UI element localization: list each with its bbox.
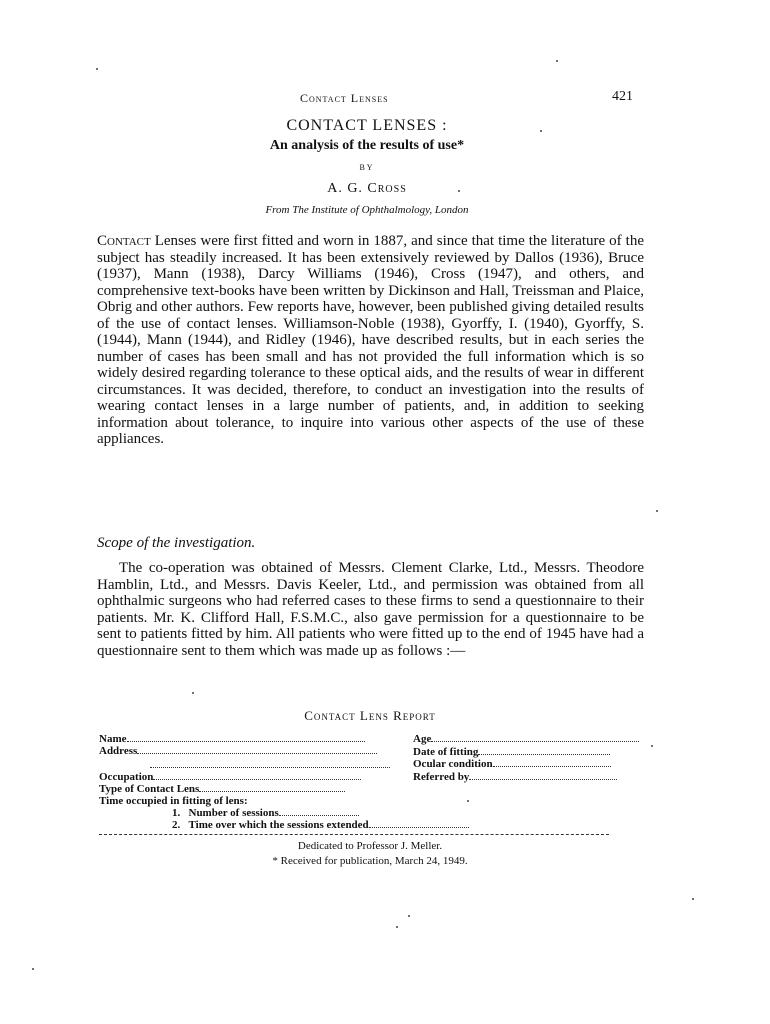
running-head: Contact Lenses xyxy=(300,91,389,105)
paragraph-text: Lenses were first fitted and worn in 1887, and since that time the literature of the subject has steadily increased. It has been extensively reviewed by Dallos (1936), Bruce (1937), Mann (1938), Darcy Williams (1946), Cross (1947), and others, and comprehensive text-books have been written by Dickinson and Hall, Treissman and Plaice, Obrig and other authors. Few reports have, however, been published giving detailed results of the use of contact lenses. Williamson-Noble (1938), Gyorffy, I. (1940), Gyorffy, S. (1944), Mann (1944), and Ridley (1946), have described results, but in each series the number of cases has been small and has not provided the full information which is so widely desired regarding tolerance to these optical aids, and the results of wear in different circumstances. It was decided, therefore, to conduct an investigation into the results of wearing contact lenses in a large number of patients, and, in addition to seeking information about tolerance, to inquire into various other aspects of the use of these appliances. xyxy=(97,233,644,447)
form-lens-type-blank xyxy=(199,783,345,792)
scan-speck xyxy=(556,60,558,62)
form-address-blank-2 xyxy=(150,759,390,768)
scan-speck xyxy=(192,692,194,694)
scan-speck xyxy=(692,898,694,900)
scan-speck xyxy=(408,915,410,917)
form-item-1 xyxy=(172,807,359,819)
report-title: Contact Lens Report xyxy=(304,708,436,723)
form-referred-label: Referred by xyxy=(413,771,470,783)
author-name: A. G. Cross xyxy=(327,181,407,196)
article-subtitle: An analysis of the results of use* xyxy=(269,138,465,153)
received-note: * Received for publication, March 24, 1949. xyxy=(272,855,468,867)
byline-label: BY xyxy=(359,163,375,172)
form-address-blank xyxy=(137,745,377,754)
form-occupation-blank xyxy=(153,771,361,780)
scan-speck xyxy=(651,745,653,747)
scan-speck xyxy=(467,800,469,802)
scan-speck xyxy=(396,926,398,928)
form-ocular-blank xyxy=(493,758,611,767)
form-item-1-blank xyxy=(279,807,359,816)
paragraph-lead-word: Contact xyxy=(97,233,151,249)
form-age-label: Age xyxy=(413,733,432,745)
form-name-blank xyxy=(127,733,365,742)
form-referred-row xyxy=(413,771,617,783)
form-referred-blank xyxy=(469,771,617,780)
intro-paragraph xyxy=(97,233,644,448)
scan-speck xyxy=(458,190,460,192)
article-title: CONTACT LENSES : xyxy=(286,117,448,134)
form-item-1-number: 1. xyxy=(172,807,181,819)
author-affiliation: From The Institute of Ophthalmology, London xyxy=(265,204,469,216)
scan-speck xyxy=(656,510,658,512)
form-item-2-blank xyxy=(369,819,469,828)
form-lens-type-label: Type of Contact Lens xyxy=(99,783,200,795)
form-address-row-2 xyxy=(150,759,390,771)
form-item-2-number: 2. xyxy=(172,819,181,831)
scan-speck xyxy=(540,130,542,132)
scan-speck xyxy=(96,68,98,70)
form-age-blank xyxy=(431,733,639,742)
form-lens-type-row xyxy=(99,783,345,795)
form-name-row xyxy=(99,733,365,745)
scope-paragraph: The co-operation was obtained of Messrs. Clement Clarke, Ltd., Messrs. Theodore Hamblin, Ltd., and Messrs. Davis Keeler, Ltd., and permission was obtained from all ophthalmic surgeons who had referred cases to these firms to send a questionnaire to their patients. Mr. K. Clifford Hall, F.S.M.C., also gave permission for a questionnaire to be sent to patients fitted by him. All patients who were fitted up to the end of 1945 have had a questionnaire sent to them which was made up as follows :— xyxy=(97,560,644,659)
form-occupation-label: Occupation xyxy=(99,771,154,783)
form-item-2 xyxy=(172,819,469,831)
form-ocular-label: Ocular condition xyxy=(413,758,493,770)
form-date-blank xyxy=(478,746,610,755)
footnote-divider xyxy=(99,834,609,835)
form-item-1-label: Number of sessions xyxy=(188,807,279,819)
form-time-occupied: Time occupied in fitting of lens: xyxy=(99,795,248,807)
page-number: 421 xyxy=(612,89,633,104)
form-name-label: Name xyxy=(99,733,127,745)
form-age-row xyxy=(413,733,639,745)
form-address-row xyxy=(99,745,377,757)
form-item-2-label: Time over which the sessions extended xyxy=(188,819,369,831)
scan-speck xyxy=(32,968,34,970)
form-date-label: Date of fitting xyxy=(413,746,479,758)
form-date-row xyxy=(413,746,610,758)
form-ocular-row xyxy=(413,758,611,770)
section-heading: Scope of the investigation. xyxy=(97,535,256,551)
form-occupation-row xyxy=(99,771,361,783)
form-address-label: Address xyxy=(99,745,138,757)
dedication-note: Dedicated to Professor J. Meller. xyxy=(297,840,443,852)
